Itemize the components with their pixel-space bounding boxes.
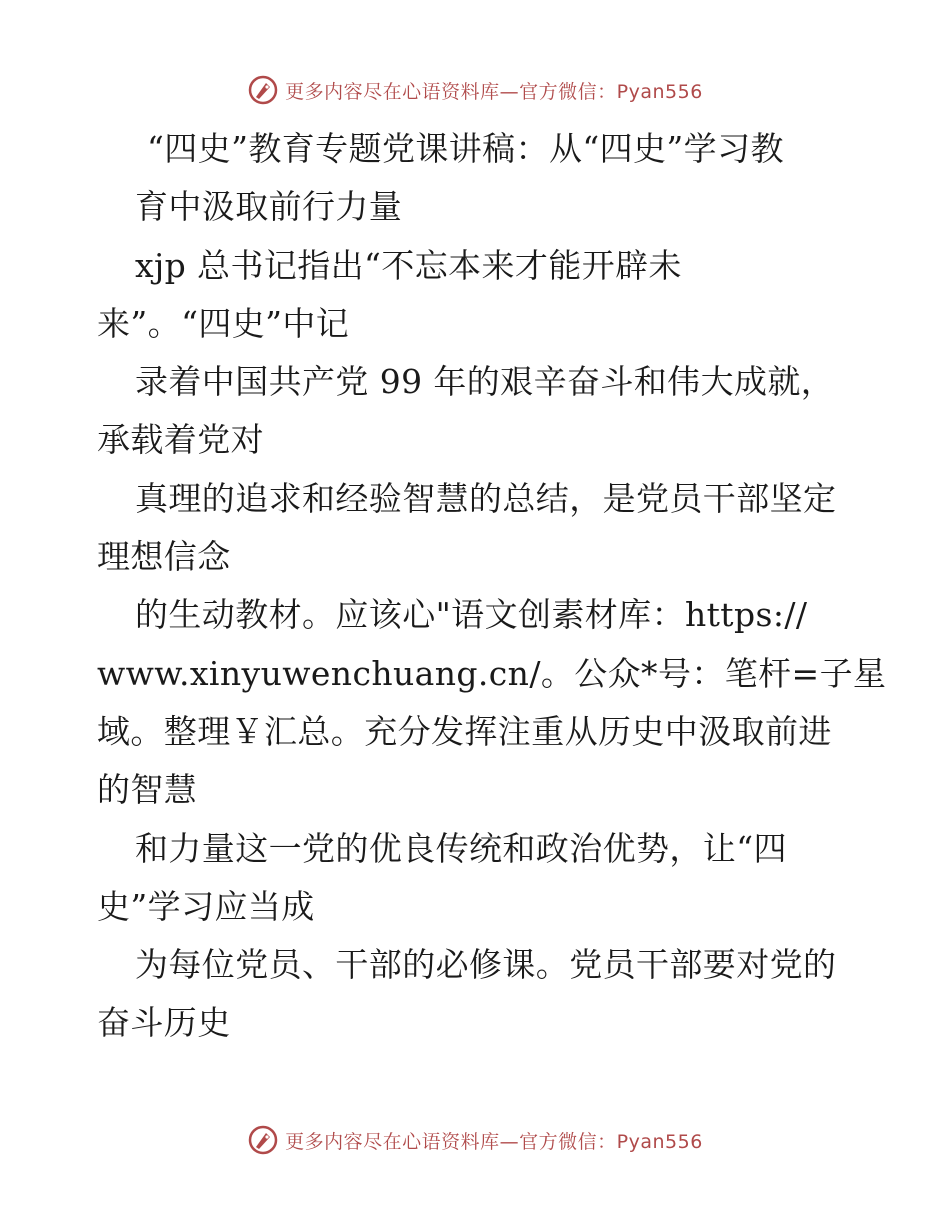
paragraph-line: www.xinyuwenchuang.cn/。公众*号：笔杆=子星 — [97, 653, 887, 693]
paragraph-line: 录着中国共产党 99 年的艰辛奋斗和伟大成就， — [135, 362, 835, 402]
paragraph-line: 史”学习应当成 — [97, 886, 315, 926]
watermark-text: 更多内容尽在心语资料库—官方微信：Pyan556 — [285, 1130, 703, 1153]
header-watermark-banner — [0, 70, 950, 110]
title-line: 育中汲取前行力量 — [135, 187, 403, 227]
paragraph-line: 为每位党员、干部的必修课。党员干部要对党的 — [135, 945, 837, 985]
paragraph-line: 的生动教材。应该心"语文创素材库：https:// — [135, 595, 808, 635]
pen-nib-logo-icon — [247, 1124, 279, 1156]
footer-watermark-banner — [0, 1120, 950, 1160]
paragraph-line: 来”。“四史”中记 — [97, 303, 350, 343]
paragraph-line: 真理的追求和经验智慧的总结，是党员干部坚定 — [135, 478, 837, 518]
watermark-text: 更多内容尽在心语资料库—官方微信：Pyan556 — [285, 80, 703, 103]
paragraph-line: 的智慧 — [97, 770, 198, 810]
paragraph-line: 和力量这一党的优良传统和政治优势，让“四 — [135, 828, 787, 868]
paragraph-line: 域。整理￥汇总。充分发挥注重从历史中汲取前进 — [97, 711, 832, 751]
paragraph-line: xjp 总书记指出“不忘本来才能开辟未 — [135, 245, 682, 285]
paragraph-line: 奋斗历史 — [97, 1003, 231, 1043]
pen-nib-logo-icon — [247, 74, 279, 106]
document-body — [97, 120, 887, 1053]
paragraph-line: 理想信念 — [97, 537, 231, 577]
title-line: “四史”教育专题党课讲稿：从“四史”学习教 — [147, 129, 784, 168]
paragraph-line: 承载着党对 — [97, 420, 264, 460]
